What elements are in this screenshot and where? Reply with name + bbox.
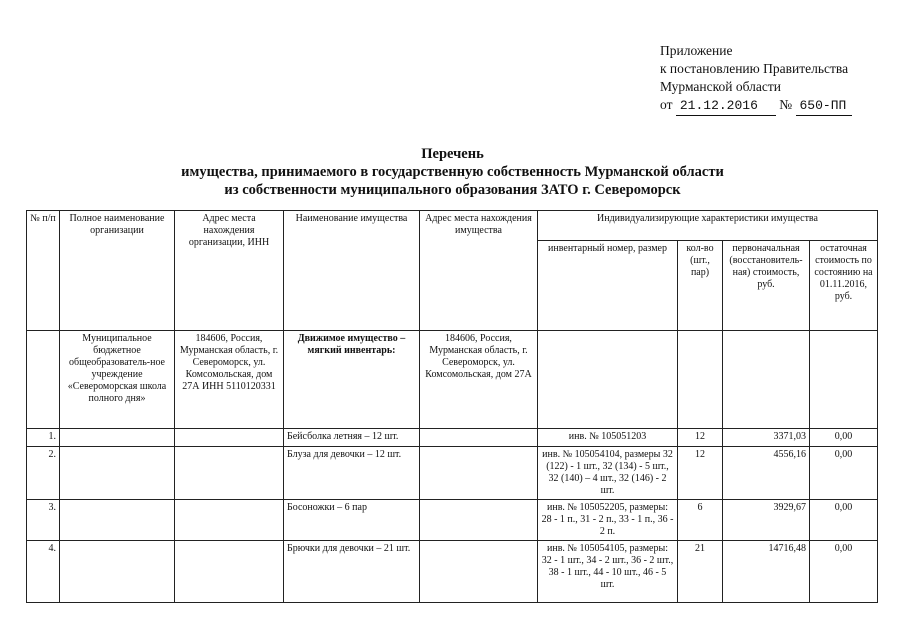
item-initial-cost: 3929,67 xyxy=(723,500,810,541)
header-region: Мурманской области xyxy=(660,79,781,94)
org-address: 184606, Россия, Мурманская область, г. Североморск, ул. Комсомольская, дом 27А ИНН 5110120331 xyxy=(175,331,284,429)
item-name: Блуза для девочки – 12 шт. xyxy=(284,447,420,500)
col-prop-name: Наименование имущества xyxy=(284,211,420,331)
item-residual-cost: 0,00 xyxy=(810,429,878,447)
org-row-residual xyxy=(810,331,878,429)
item-num: 4. xyxy=(27,541,60,603)
item-residual-cost: 0,00 xyxy=(810,447,878,500)
col-num: № п/п xyxy=(27,211,60,331)
col-initial-cost: первоначальная (восстановитель-ная) стоимость, руб. xyxy=(723,241,810,331)
col-residual-cost: остаточная стоимость по состоянию на 01.11.2016, руб. xyxy=(810,241,878,331)
item-num: 2. xyxy=(27,447,60,500)
item-inv: инв. № 105054104, размеры 32 (122) - 1 шт., 32 (134) - 5 шт., 32 (140) – 4 шт., 32 (146) - 2 шт. xyxy=(538,447,678,500)
col-characteristics: Индивидуализирующие характеристики имущества xyxy=(538,211,878,241)
property-address: 184606, Россия, Мурманская область, г. Североморск, ул. Комсомольская, дом 27А xyxy=(420,331,538,429)
org-row-qty xyxy=(678,331,723,429)
document-header xyxy=(660,42,852,116)
item-qty: 12 xyxy=(678,447,723,500)
header-appendix: Приложение xyxy=(660,43,733,58)
item-initial-cost: 4556,16 xyxy=(723,447,810,500)
item-residual-cost: 0,00 xyxy=(810,500,878,541)
property-table xyxy=(26,210,878,603)
org-row xyxy=(27,331,878,429)
item-qty: 6 xyxy=(678,500,723,541)
col-inv: инвентарный номер, размер xyxy=(538,241,678,331)
col-qty: кол-во (шт., пар) xyxy=(678,241,723,331)
item-initial-cost: 3371,03 xyxy=(723,429,810,447)
item-qty: 21 xyxy=(678,541,723,603)
item-name: Брючки для девочки – 21 шт. xyxy=(284,541,420,603)
item-inv: инв. № 105052205, размеры: 28 - 1 п., 31 - 2 п., 33 - 1 п., 36 - 2 п. xyxy=(538,500,678,541)
org-name: Муниципальное бюджетное общеобразователь-ное учреждение «Североморская школа полного дня» xyxy=(60,331,175,429)
header-date-line xyxy=(660,96,852,116)
title-line-3: из собственности муниципального образования ЗАТО г. Североморск xyxy=(224,182,681,198)
col-org-name: Полное наименование организации xyxy=(60,211,175,331)
item-initial-cost: 14716,48 xyxy=(723,541,810,603)
item-name: Босоножки – 6 пар xyxy=(284,500,420,541)
property-category: Движимое имущество – мягкий инвентарь: xyxy=(284,331,420,429)
date-prefix: от xyxy=(660,97,673,112)
item-inv: инв. № 105051203 xyxy=(538,429,678,447)
item-inv: инв. № 105054105, размеры: 32 - 1 шт., 34 - 2 шт., 36 - 2 шт., 38 - 1 шт., 44 - 10 шт., 46 - 5 шт. xyxy=(538,541,678,603)
org-row-num xyxy=(27,331,60,429)
header-row-1 xyxy=(27,211,878,241)
item-num: 1. xyxy=(27,429,60,447)
resolution-number: 650-ПП xyxy=(796,97,852,116)
table-row xyxy=(27,500,878,541)
title-line-1: Перечень xyxy=(421,146,484,162)
table-row xyxy=(27,541,878,603)
document-title xyxy=(0,145,905,199)
col-prop-addr: Адрес места нахождения имущества xyxy=(420,211,538,331)
item-qty: 12 xyxy=(678,429,723,447)
title-line-2: имущества, принимаемого в государственную собственность Мурманской области xyxy=(181,164,724,180)
org-row-inv xyxy=(538,331,678,429)
org-row-initial xyxy=(723,331,810,429)
header-resolution: к постановлению Правительства xyxy=(660,61,849,76)
table-row xyxy=(27,447,878,500)
col-org-addr: Адрес места нахождения организации, ИНН xyxy=(175,211,284,331)
table-row xyxy=(27,429,878,447)
item-name: Бейсболка летняя – 12 шт. xyxy=(284,429,420,447)
resolution-date: 21.12.2016 xyxy=(676,97,776,116)
item-residual-cost: 0,00 xyxy=(810,541,878,603)
item-num: 3. xyxy=(27,500,60,541)
number-prefix: № xyxy=(779,97,793,112)
